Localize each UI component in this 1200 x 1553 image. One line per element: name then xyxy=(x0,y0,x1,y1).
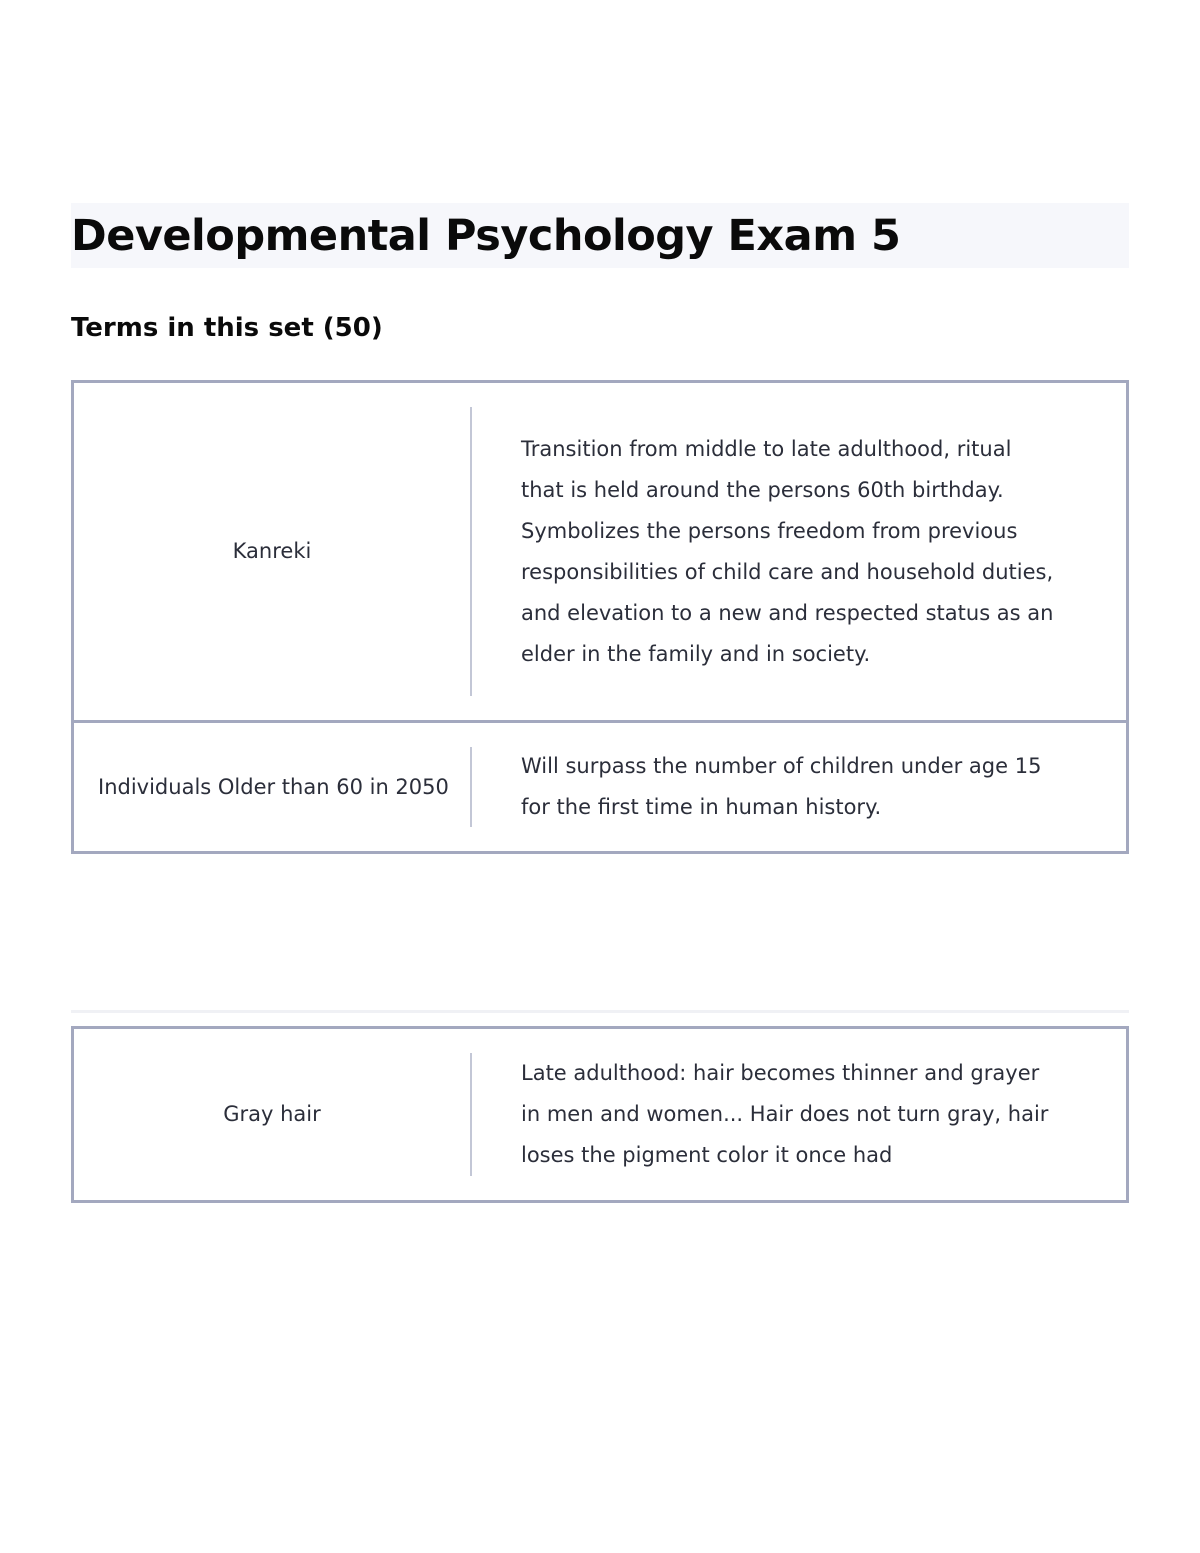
page-break-line xyxy=(71,1010,1129,1013)
flashcard-definition: Will surpass the number of children under age 15 for the first time in human history. xyxy=(521,754,1042,819)
flashcard-term: Individuals Older than 60 in 2050 xyxy=(98,774,449,799)
flashcard-group xyxy=(71,1026,1129,1203)
flashcard-definition: Late adulthood: hair becomes thinner and grayer in men and women... Hair does not turn gray, hair loses the pigment color it once had xyxy=(521,1061,1049,1167)
flashcard-term: Gray hair xyxy=(223,1102,321,1126)
terms-count-heading: Terms in this set (50) xyxy=(71,313,383,343)
page-title: Developmental Psychology Exam 5 xyxy=(71,211,901,261)
flashcard-row[interactable] xyxy=(74,383,1126,720)
flashcard-row[interactable] xyxy=(74,720,1126,851)
flashcard-term: Kanreki xyxy=(232,539,312,563)
flashcard-definition: Transition from middle to late adulthood, ritual that is held around the persons 60th birthday. Symbolizes the persons freedom from previous responsibilities of child care and household duties, and elevation to a new and respected status as an elder in the family and in society. xyxy=(521,436,1054,666)
flashcard-row[interactable] xyxy=(74,1029,1126,1200)
flashcard-group xyxy=(71,380,1129,854)
